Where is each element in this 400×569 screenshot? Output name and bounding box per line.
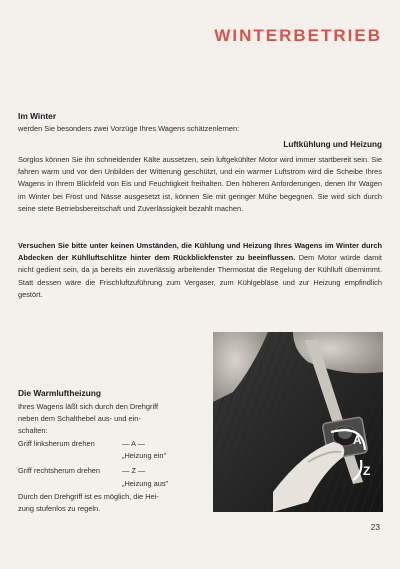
heater-instructions bbox=[18, 438, 208, 490]
right-turn-state: „Heizung aus" bbox=[122, 478, 169, 488]
heater-line: schalten: bbox=[18, 426, 48, 436]
right-turn-code: — Z — bbox=[122, 466, 146, 476]
warning-rest-text: Dem Motor würde damit nicht gedient sein, da ja bereits ein zuverlässig arbeitender Thermostat die Regelung der Kühlluft übernimmt. Statt dessen wäre die Frischluftzuführung zum Vergaser, zum Kühlgebläse und zur Heizung empfindlich gestört. bbox=[18, 253, 382, 299]
left-turn-code: — A — bbox=[122, 439, 146, 448]
right-turn-label: Griff rechtsherum drehen bbox=[18, 466, 101, 476]
heater-knob-illustration bbox=[213, 332, 383, 512]
page-title: WINTERBETRIEB bbox=[214, 26, 382, 45]
paragraph-warning bbox=[18, 240, 382, 301]
closing-line: Durch den Drehgriff ist es möglich, die Hei- bbox=[18, 492, 159, 501]
warning-bold-text: Versuchen Sie bitte unter keinen Umständen, die Kühlung und Heizung Ihres Wagens im Winter durch Abdecken der Kühlluftschlitze hinter dem Rückblickfenster zu beeinflussen. bbox=[18, 241, 382, 263]
paragraph-cooling bbox=[18, 154, 382, 215]
heater-closing bbox=[18, 491, 208, 515]
label-z: Z bbox=[363, 464, 371, 478]
section-heading-heater: Die Warmluftheizung bbox=[18, 388, 101, 398]
heater-intro bbox=[18, 401, 208, 438]
paragraph-cooling-text: Sorglos können Sie ihn schneidender Kälte aussetzen, sein luftgekühlter Motor wird immer startbereit sein. Sie fahren warm und vor den Unbilden der Witterung geschützt, und ein warmer Luftstrom wird die Scheibe Ihres Wagens in Ihrem Blickfeld von Eis und Feuchtigkeit freihalten. Den höheren Anforderungen, denen Ihr Wagen im Winter bei Frost und Nässe ausgesetzt ist, können Sie mit geringer Mühe begegnen. Sie wird sich durch seine stete Betriebsbereitschaft und Zuverlässigkeit bezahlt machen. bbox=[18, 155, 382, 213]
left-turn-label: Griff linksherum drehen bbox=[18, 439, 95, 448]
intro-text: werden Sie besonders zwei Vorzüge Ihres Wagens schätzenlernen: bbox=[18, 124, 240, 133]
page-number: 23 bbox=[370, 522, 380, 532]
left-turn-state: „Heizung ein" bbox=[122, 451, 167, 461]
label-a: A bbox=[353, 433, 362, 447]
heater-knob-photo bbox=[213, 332, 383, 512]
heater-line: Ihres Wagens läßt sich durch den Drehgriff bbox=[18, 402, 159, 411]
subheading-cooling-heating: Luftkühlung und Heizung bbox=[283, 140, 382, 149]
closing-line: zung stufenlos zu regeln. bbox=[18, 504, 101, 514]
section-heading-winter: Im Winter bbox=[18, 111, 57, 121]
heater-line: neben dem Schalthebel aus- und ein- bbox=[18, 414, 141, 424]
